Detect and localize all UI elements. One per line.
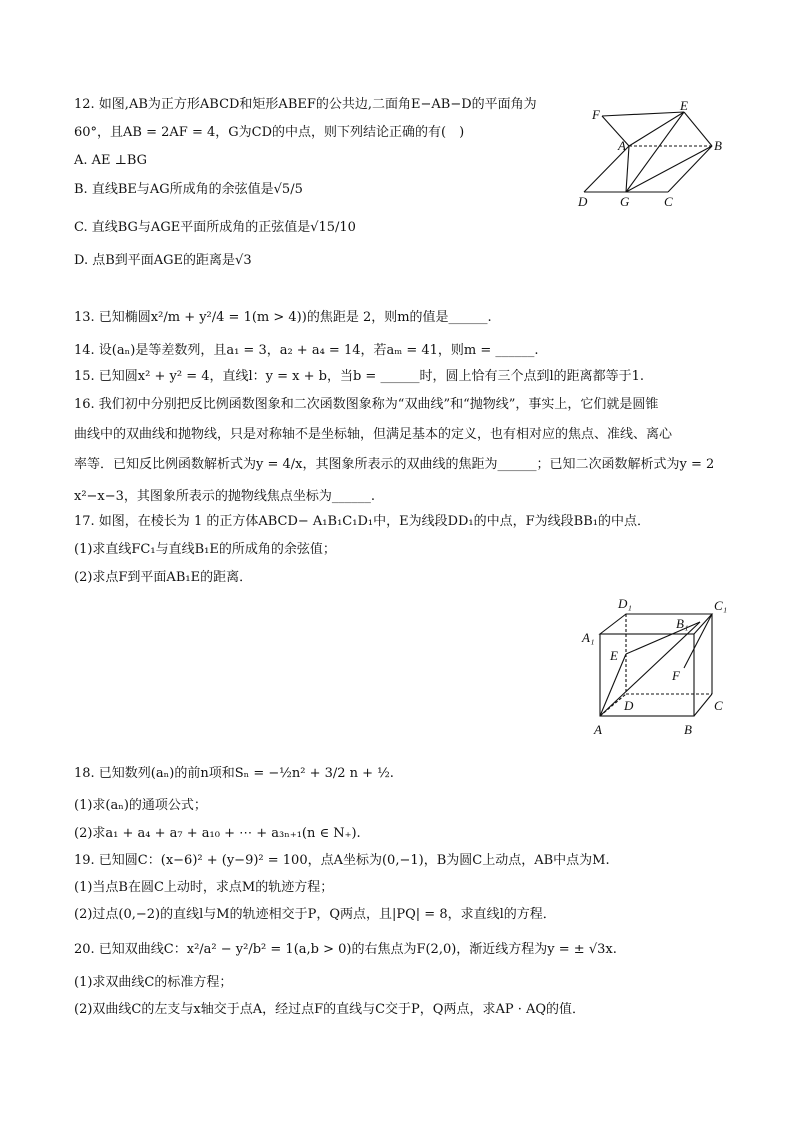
q17-label-D1: D₁: [618, 596, 632, 611]
q12-line-2: 60°，且AB = 2AF = 4，G为CD的中点，则下列结论正确的有( ): [74, 125, 465, 140]
q17-label-A1: A₁: [582, 630, 595, 645]
q20-line-2: (1)求双曲线C的标准方程；: [74, 975, 233, 990]
q17-line-1: 17. 如图，在棱长为 1 的正方体ABCD− A₁B₁C₁D₁中，E为线段DD₁的中点，F为线段BB₁的中点．: [74, 514, 650, 529]
q17-line-3: (2)求点F到平面AB₁E的距离．: [74, 570, 253, 585]
q13-text: 13. 已知椭圆x²/m + y²/4 = 1(m > 4))的焦距是 2，则m的值是______.: [74, 310, 492, 325]
q19-line-2: (1)当点B在圆C上动时，求点M的轨迹方程；: [74, 880, 334, 895]
q17-line-2: (1)求直线FC₁与直线B₁E的所成角的余弦值；: [74, 542, 336, 557]
q12-diagram: [576, 100, 736, 212]
q12-label-F: F: [592, 107, 600, 122]
q17-label-B: B: [684, 722, 692, 737]
q12-option-d: D. 点B到平面AGE的距离是√3: [74, 253, 252, 268]
q12-label-A: A: [618, 138, 626, 153]
q17-label-C: C: [714, 698, 723, 713]
q12-option-c: C. 直线BG与AGE平面所成角的正弦值是√15/10: [74, 220, 356, 235]
q18-line-2: (1)求(aₙ)的通项公式；: [74, 798, 207, 813]
q18-line-1: 18. 已知数列(aₙ)的前n项和Sₙ = −½n² + 3/2 n + ½.: [74, 766, 394, 781]
q12-option-b: B. 直线BE与AG所成角的余弦值是√5/5: [74, 182, 303, 197]
q12-line-1: 12. 如图,AB为正方形ABCD和矩形ABEF的公共边,二面角E−AB−D的平面角为: [74, 97, 537, 112]
q17-cube-diagram: [580, 592, 740, 742]
q19-line-3: (2)过点(0,−2)的直线l与M的轨迹相交于P，Q两点，且|PQ| = 8，求直线l的方程．: [74, 907, 556, 922]
q12-figure: [576, 100, 736, 212]
q12-label-E: E: [680, 100, 688, 113]
q15-text: 15. 已知圆x² + y² = 4，直线l：y = x + b，当b = ______时，圆上恰有三个点到l的距离都等于1.: [74, 369, 645, 384]
q12-label-C: C: [664, 194, 673, 209]
q16-line-1: 16. 我们初中分别把反比例函数图象和二次函数图象称为“双曲线”和“抛物线”，事实上，它们就是圆锥: [74, 397, 659, 412]
q17-label-C1: C₁: [714, 598, 728, 613]
q16-line-3: 率等．已知反比例函数解析式为y = 4/x，其图象所表示的双曲线的焦距为______；已知二次函数解析式为y = 2: [74, 457, 715, 472]
q16-line-4: x²−x−3，其图象所表示的抛物线焦点坐标为______.: [74, 489, 376, 504]
q17-label-D: D: [624, 698, 634, 713]
q17-label-E: E: [610, 648, 618, 663]
q20-line-3: (2)双曲线C的左支与x轴交于点A，经过点F的直线与C交于P，Q两点，求AP · AQ的值．: [74, 1002, 586, 1017]
q12-label-D: D: [578, 194, 588, 209]
q17-label-F: F: [672, 668, 680, 683]
q19-line-1: 19. 已知圆C：(x−6)² + (y−9)² = 100，点A坐标为(0,−1)，B为圆C上动点，AB中点为M.: [74, 853, 610, 868]
q17-label-A: A: [594, 722, 602, 737]
q16-line-2: 曲线中的双曲线和抛物线，只是对称轴不是坐标轴，但满足基本的定义，也有相对应的焦点、准线、离心: [74, 427, 673, 442]
q17-figure: [580, 592, 740, 742]
q17-label-B1: B₁: [676, 616, 689, 631]
q18-line-3: (2)求a₁ + a₄ + a₇ + a₁₀ + ⋯ + a₃ₙ₊₁(n ∈ N₊).: [74, 826, 361, 841]
q14-text: 14. 设(aₙ)是等差数列，且a₁ = 3，a₂ + a₄ = 14，若aₘ = 41，则m = ______.: [74, 343, 539, 358]
q12-label-B: B: [714, 138, 722, 153]
q20-line-1: 20. 已知双曲线C：x²/a² − y²/b² = 1(a,b > 0)的右焦点为F(2,0)，渐近线方程为y = ± √3x.: [74, 942, 617, 957]
q12-option-a: A. AE ⊥BG: [74, 153, 148, 168]
q12-label-G: G: [620, 194, 630, 209]
